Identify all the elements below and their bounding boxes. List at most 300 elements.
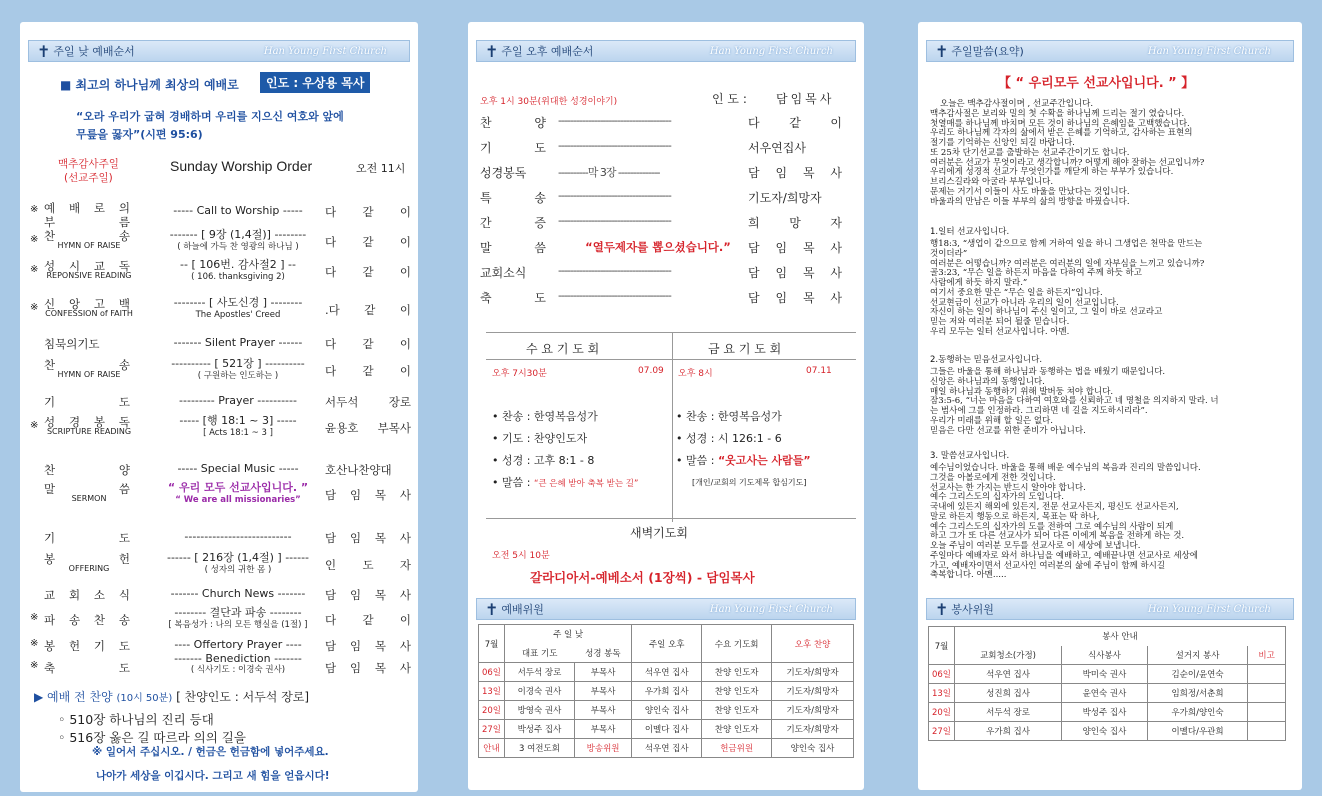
sermon-line: 우리 모두는 일터 선교사입니다. 아멘. — [930, 326, 1070, 337]
order-detail-main: -------- [ 사도신경 ] -------- — [173, 296, 303, 309]
order-detail: -------------------------------------- — [558, 264, 671, 277]
wed-item: • 찬송 : 한영복음성가 — [492, 410, 598, 423]
table-header: 주 일 낮 — [505, 625, 632, 644]
order-detail-sub: ( 하늘에 가득 찬 영광의 하나님 ) — [177, 242, 299, 252]
standing-marker: ※ — [30, 234, 39, 245]
pre-worship-time: (10시 50분) — [116, 693, 173, 704]
order-person: .다 같 이 — [325, 303, 411, 317]
table-cell: 부목사 — [574, 720, 631, 739]
order-detail — [132, 204, 344, 217]
order-person: 다 같 이 — [748, 116, 842, 130]
fri-time: 오후 8시 — [678, 369, 713, 379]
order-person: 담 임 목 사 — [748, 166, 842, 180]
sermon-line: 것이더라” — [930, 248, 968, 259]
order-label: 기 도 — [44, 395, 130, 409]
sermon-title: 【 “ 우리모두 선교사입니다. ” 】 — [998, 76, 1195, 91]
table-header: 수요 기도회 — [702, 625, 772, 663]
table-cell: 3 여전도회 — [505, 739, 575, 758]
sermon-line: 오늘은 맥추감사절이며 , 선교주간입니다. — [940, 99, 1094, 109]
wed-items — [492, 406, 638, 495]
order-detail-main: ---- Offertory Prayer ---- — [174, 638, 302, 651]
order-label: 봉 헌 기 도 — [44, 639, 130, 653]
sermon-line: 매일 하나님과 동행하기 위해 발버둥 쳐야 합니다. — [930, 386, 1114, 397]
afternoon-order-item — [480, 164, 842, 184]
order-person: 담 임 목 사 — [748, 241, 842, 255]
table-cell: 찬양 인도자 — [702, 701, 772, 720]
order-detail — [132, 638, 344, 651]
order-person: 호산나찬양대 — [325, 463, 392, 477]
sermon-line: 그것을 아볼로에게 전한 것입니다. — [930, 472, 1056, 483]
sermon-line: 선교현금이 선교가 아니라 우리의 일이 선교입니다. — [930, 297, 1119, 308]
table-row — [929, 703, 1286, 722]
order-person: 다 같 이 — [325, 337, 411, 351]
order-label: 찬 송 — [44, 358, 130, 372]
order-detail-main: ----- [행 18:1 ~ 3] ----- — [179, 414, 297, 427]
church-name: Han Young First Church — [1147, 45, 1271, 57]
order-label: 성 시 교 독 — [44, 259, 130, 273]
order-detail-sub: [ Acts 18:1 ~ 3 ] — [203, 428, 273, 438]
table-cell: 성진희 집사 — [955, 684, 1062, 703]
table-cell: 13일 — [479, 682, 505, 701]
table-row — [929, 722, 1286, 741]
sermon-line: 국내에 있든지 해외에 있든지, 전문 선교사든지, 평신도 선교사든지, — [930, 502, 1179, 513]
table-row — [479, 701, 854, 720]
service-subtitle-1: 맥추감사주일 — [58, 158, 119, 170]
table-cell: 부목사 — [574, 663, 631, 682]
order-detail — [132, 336, 344, 349]
sermon-intro — [930, 100, 1296, 207]
table-month: 7월 — [929, 627, 955, 665]
table-row — [479, 720, 854, 739]
fri-date: 07.11 — [806, 366, 832, 376]
order-detail — [132, 394, 344, 407]
order-detail-main: ------- Benediction ------- — [174, 652, 302, 665]
order-person: 인 도 자 — [325, 558, 411, 572]
afternoon-order-item — [480, 139, 842, 159]
service-time: 오전 11시 — [356, 162, 406, 175]
order-detail — [132, 412, 344, 438]
fri-note: [개인/교회의 기도제목 합심기도] — [692, 478, 807, 487]
table-cell: 양인숙 집사 — [632, 701, 702, 720]
table-cell: 13일 — [929, 684, 955, 703]
sermon-line: 첫열매를 하나님께 바치며 모든 것이 하나님의 은혜임을 고백했습니다. — [930, 118, 1190, 129]
wed-sermon — [492, 472, 638, 495]
order-detail-sub: ( 구원하는 인도하는 ) — [197, 371, 279, 381]
table-cell: 우가희/양인숙 — [1147, 703, 1247, 722]
order-label: 기 도 — [480, 141, 546, 155]
sermon-line: 축복합니다. 아멘..... — [930, 570, 1007, 581]
table-cell — [1248, 722, 1286, 741]
bar-title: 주일말씀(요약) — [951, 45, 1024, 58]
table-row — [479, 682, 854, 701]
church-name: Han Young First Church — [1147, 603, 1271, 615]
table-cell: 기도자/희망자 — [772, 682, 854, 701]
cross-icon: ✝ — [485, 41, 499, 61]
order-person: 다 같 이 — [325, 235, 411, 249]
wed-time: 오후 7시30분 — [492, 369, 547, 379]
sermon-line: 우리에게 성경적 선교가 무엇인가를 깨닫게 하는 부부가 있습니다. — [930, 167, 1174, 178]
table-cell — [1248, 703, 1286, 722]
table-cell: 석우연 집사 — [632, 739, 702, 758]
sermon-line: 사람에게 하듯 하지 말라.” — [930, 278, 1028, 289]
sermon-line: 오늘 주님이 여러분 모두를 선교사로 이 세상에 보냅니다. — [930, 541, 1141, 552]
table-cell: 우가희 집사 — [632, 682, 702, 701]
order-detail-sub: [ 복음성가 : 나의 모든 행실을 (1절) ] — [168, 620, 308, 630]
footer-motto: 나아가 세상을 이깁시다. 그리고 새 힘을 얻읍시다! — [96, 770, 330, 782]
table-cell: 기도자/희망자 — [772, 720, 854, 739]
standing-marker: ※ — [30, 420, 39, 431]
table-cell: 석우연 집사 — [632, 663, 702, 682]
order-detail — [132, 652, 344, 675]
order-label: 축 도 — [480, 291, 546, 305]
table-cell: 찬양 인도자 — [702, 720, 772, 739]
afternoon-header-bar — [476, 40, 856, 62]
section-1-title: 1.일터 선교사입니다. — [930, 227, 1010, 237]
hymn-516: ◦ 516장 옳은 길 따르라 의의 길을 — [58, 730, 246, 745]
sermon-line: 는 범사에 그를 인정하라. 그리하면 네 길을 지도하시리라”. — [930, 406, 1148, 417]
table-cell: 안내 — [479, 739, 505, 758]
table-cell: 부목사 — [574, 682, 631, 701]
standing-notice: ※ 일어서 주십시오. / 헌금은 헌금함에 넣어주세요. — [92, 746, 329, 758]
standing-marker: ※ — [30, 660, 39, 671]
table-header: 봉사 안내 — [955, 627, 1286, 646]
standing-marker: ※ — [30, 302, 39, 313]
order-label: 봉 헌 — [44, 552, 130, 566]
sermon-line: 예수 그리스도의 십자가의 도입니다. — [930, 492, 1064, 503]
sermon-line: 문제는 거기서 이들이 사도 바울을 만났다는 것입니다. — [930, 186, 1130, 197]
bar-title: 주일 낮 예배순서 — [53, 45, 135, 58]
service-committee-rows — [929, 665, 1286, 741]
section-2-body — [930, 368, 1296, 436]
afternoon-order-item — [480, 239, 842, 259]
table-cell: 박성주 집사 — [1062, 703, 1148, 722]
order-label: 신 앙 고 백 — [44, 297, 130, 311]
sermon-line: 골3:23, “무슨 일을 하든지 마음을 다하여 주께 하듯 하고 — [930, 268, 1142, 279]
afternoon-order-item — [480, 264, 842, 284]
order-person: 다 같 이 — [325, 364, 411, 378]
table-subheader: 교회청소(가정) — [955, 646, 1062, 665]
order-person: 담 임 목 사 — [325, 661, 411, 675]
table-cell: 양인숙 집사 — [1062, 722, 1148, 741]
sermon-line: 우리가 미래를 위해 할 일은 없다. — [930, 415, 1053, 426]
divider — [486, 332, 856, 333]
leader-badge: 인도 : 우상용 목사 — [260, 72, 370, 93]
order-label-english: CONFESSION of FAITH — [45, 309, 133, 318]
order-label-english: REPONSIVE READING — [46, 271, 132, 280]
table-cell: 찬양 인도자 — [702, 663, 772, 682]
order-person: 담 임 목 사 — [748, 291, 842, 305]
afternoon-leader-label: 인 도 : — [712, 92, 747, 106]
worship-heading: ■ 최고의 하나님께 최상의 예배로 — [60, 78, 239, 92]
fri-sermon — [676, 450, 811, 472]
wed-item: • 성경 : 고후 8:1 - 8 — [492, 454, 595, 467]
order-detail: -------------------------------------- — [558, 139, 671, 152]
order-person: 담 임 목 사 — [325, 488, 411, 502]
sermon-line: 가고, 예배자이면서 선교사인 여러분의 삶에 주님이 함께 하시길 — [930, 560, 1166, 571]
order-detail — [132, 530, 344, 543]
order-label: 부 름 — [44, 215, 130, 229]
order-detail-main: -------- 결단과 파송 -------- — [174, 606, 302, 619]
church-name: Han Young First Church — [709, 45, 833, 57]
order-label-english: OFFERING — [68, 564, 110, 573]
order-detail-sub: “ We are all missionaries” — [175, 495, 301, 505]
service-subtitle-2: (선교주일) — [64, 172, 113, 184]
table-cell — [1248, 665, 1286, 684]
worship-committee-rows — [479, 663, 854, 758]
table-cell: 이멜다/우관희 — [1147, 722, 1247, 741]
bar-title: 주일 오후 예배순서 — [501, 45, 594, 58]
sunday-worship-header-bar — [28, 40, 410, 62]
sermon-line: 믿는 저와 여러분 되어 될줄 믿습니다. — [930, 317, 1070, 328]
order-item — [20, 296, 418, 322]
divider — [672, 332, 673, 522]
cross-icon: ✝ — [935, 41, 949, 61]
table-cell: 이멜다 집사 — [632, 720, 702, 739]
table-cell — [1248, 684, 1286, 703]
order-detail-main: ---------- [ 521장 ] ---------- — [171, 357, 305, 370]
order-item — [20, 551, 418, 577]
order-detail: -------------------------------------- — [558, 214, 671, 227]
cross-icon: ✝ — [935, 599, 949, 619]
table-row — [929, 684, 1286, 703]
order-label: 축 도 — [44, 661, 130, 675]
wed-sermon-label: • 말씀 : — [492, 476, 531, 489]
order-label: 특 송 — [480, 191, 546, 205]
table-cell: 이경숙 권사 — [505, 682, 575, 701]
table-cell: 06일 — [929, 665, 955, 684]
divider — [486, 518, 856, 519]
church-name: Han Young First Church — [709, 603, 833, 615]
order-detail-main: ----- Special Music ----- — [177, 462, 299, 475]
order-label: 기 도 — [44, 531, 130, 545]
order-detail: -------------------------------------- — [558, 189, 671, 202]
table-subheader: 설거지 봉사 — [1147, 646, 1247, 665]
order-detail-main: ------- Silent Prayer ------ — [173, 336, 303, 349]
order-detail-main: ----- Call to Worship ----- — [173, 204, 303, 217]
sermon-line: 잠3:5-6, “너는 마음을 다하여 여호와를 신뢰하고 네 명철을 의지하지 말라. 너 — [930, 396, 1219, 407]
order-person: 담 임 목 사 — [325, 531, 411, 545]
verse-line-2: 무릎을 꿇자”(시편 95:6) — [76, 128, 203, 141]
sermon-line: 자신이 하는 일이 하나님이 주신 일이고, 그 일이 바로 선교라고 — [930, 307, 1163, 318]
order-item — [20, 414, 418, 440]
standing-marker: ※ — [30, 638, 39, 649]
divider — [486, 359, 856, 360]
order-detail — [132, 355, 344, 381]
table-cell: 27일 — [929, 722, 955, 741]
cross-icon: ✝ — [485, 599, 499, 619]
order-person: 담 임 목 사 — [325, 639, 411, 653]
afternoon-order-item — [480, 189, 842, 209]
order-item — [20, 481, 418, 507]
order-person: 담 임 목 사 — [325, 588, 411, 602]
order-title: Sunday Worship Order — [170, 158, 313, 174]
order-detail — [132, 549, 344, 575]
table-cell: 기도자/희망자 — [772, 701, 854, 720]
order-label: 간 증 — [480, 216, 546, 230]
order-detail: -------------------------------------- — [558, 289, 671, 302]
order-detail — [132, 587, 344, 600]
section-3-body — [930, 464, 1296, 581]
order-label: 찬 송 — [44, 229, 130, 243]
service-committee-bar — [926, 598, 1294, 620]
sermon-line: 여러분은 선교가 무엇이라고 생각합니까? 어떻게 해야 잘하는 선교입니까? — [930, 157, 1205, 168]
order-label-english: SERMON — [71, 494, 107, 503]
sermon-line: 우리도 하나님께 각자의 삶에서 받은 은혜를 기억하고, 감사하는 표현의 — [930, 128, 1193, 139]
order-detail-main: ------- Church News ------- — [170, 587, 306, 600]
order-person: 담 임 목 사 — [748, 266, 842, 280]
order-label: 예 배 로 의 — [44, 201, 130, 215]
table-header: 오후 찬양 — [772, 625, 854, 663]
order-person: 다 같 이 — [325, 613, 411, 627]
table-cell: 20일 — [479, 701, 505, 720]
wed-sermon-title: “큰 은혜 받아 축복 받는 길” — [533, 479, 639, 489]
order-person: 기도자/희망자 — [748, 191, 822, 205]
order-detail-main: ------- [ 9장 (1,4절)] -------- — [169, 228, 307, 241]
dawn-reading: 갈라디아서-예베소서 (1장씩) - 담임목사 — [530, 570, 755, 585]
dawn-title: 새벽기도회 — [630, 526, 688, 540]
section-2-title: 2.동행하는 믿음선교사입니다. — [930, 355, 1043, 365]
sermon-line: 선교사는 한 가지는 반드시 알아야 합니다. — [930, 482, 1086, 493]
sermon-line: 맥추감사절은 보리와 밀의 첫 수확을 하나님께 드리는 절기 였습니다. — [930, 108, 1185, 119]
table-cell: 서두석 장로 — [505, 663, 575, 682]
table-cell: 20일 — [929, 703, 955, 722]
order-item — [20, 530, 418, 550]
order-detail-sub: ( 성자의 귀한 몸 ) — [204, 565, 272, 575]
section-3-title: 3. 말씀선교사입니다. — [930, 451, 1010, 461]
sermon-line: 예수 그리스도의 십자가의 도를 전하여 그로 예수님의 사람이 되게 — [930, 521, 1174, 532]
order-label: 말 씀 — [480, 241, 546, 255]
fri-title: 금 요 기 도 회 — [708, 342, 782, 356]
afternoon-order-item — [480, 214, 842, 234]
afternoon-order-item — [480, 114, 842, 134]
table-cell: 박미숙 권사 — [1062, 665, 1148, 684]
order-detail-main: --------------------------- — [184, 530, 292, 543]
table-cell: 27일 — [479, 720, 505, 739]
sermon-line: 행18:3, “생업이 같으므로 함께 거하여 일을 하니 그생업은 천막을 만드는 — [930, 239, 1203, 249]
table-cell: 방송위원 — [574, 739, 631, 758]
standing-marker: ※ — [30, 612, 39, 623]
bar-title: 예배위원 — [501, 603, 544, 616]
order-detail — [132, 462, 344, 475]
order-item — [20, 258, 418, 284]
order-detail-main: “ 우리 모두 선교사입니다. ” — [167, 481, 309, 494]
fri-item: • 찬송 : 한영복음성가 — [676, 410, 782, 423]
order-item — [20, 652, 418, 680]
wed-date: 07.09 — [638, 366, 664, 376]
fri-sermon-title: “웃고사는 사람들” — [717, 454, 811, 467]
order-label: 파 송 찬 송 — [44, 613, 130, 627]
pre-worship-title — [34, 688, 309, 705]
table-cell: 방영숙 권사 — [505, 701, 575, 720]
table-cell: 박성주 집사 — [505, 720, 575, 739]
order-detail: ----------막 3장 -------------- — [558, 166, 660, 179]
table-subheader: 식사봉사 — [1062, 646, 1148, 665]
table-cell: 헌금위원 — [702, 739, 772, 758]
table-subheader: 대표 기도 — [505, 644, 575, 663]
wed-item: • 기도 : 찬양인도자 — [492, 432, 588, 445]
fri-items — [676, 406, 811, 494]
sermon-line: 예수님이었습니다. 바울을 통해 배운 예수님의 복음과 진리의 말씀입니다. — [930, 463, 1201, 473]
table-cell: 06일 — [479, 663, 505, 682]
standing-marker: ※ — [30, 204, 39, 215]
order-detail: “열두제자를 뽑으셨습니다.” — [585, 240, 731, 254]
sermon-line: 주일마다 예배자로 와서 하나님을 예배하고, 예배끝나면 선교사로 세상에 — [930, 550, 1198, 561]
church-name: Han Young First Church — [263, 45, 387, 57]
order-item — [20, 201, 418, 229]
hymn-510: ◦ 510장 하나님의 진리 등대 — [58, 712, 214, 727]
cross-icon: ✝ — [37, 41, 51, 61]
worship-committee-bar — [476, 598, 856, 620]
order-label: 침묵의기도 — [44, 337, 100, 351]
order-label: 교 회 소 식 — [44, 588, 130, 602]
table-month: 7월 — [479, 625, 505, 663]
afternoon-worship-panel — [468, 22, 864, 790]
order-label-english: SCRIPTURE READING — [46, 427, 132, 436]
order-detail — [132, 226, 344, 252]
order-label: 성 경 봉 독 — [44, 415, 130, 429]
standing-marker: ※ — [30, 264, 39, 275]
order-item — [20, 357, 418, 383]
order-person: 다 같 이 — [325, 265, 411, 279]
sermon-summary-panel — [918, 22, 1302, 790]
table-cell: 우가희 집사 — [955, 722, 1062, 741]
table-cell: 윤연숙 권사 — [1062, 684, 1148, 703]
table-row — [479, 739, 854, 758]
table-subheader: 비고 — [1248, 646, 1286, 665]
sermon-line: 하고 그가 또 다른 선교사가 되어 다른 이에게 복음을 전하게 하는 것. — [930, 531, 1185, 542]
sermon-line: 말로 하든지 행동으로 하든지, 목표는 딱 하나, — [930, 511, 1100, 522]
table-row — [479, 663, 854, 682]
order-detail-sub: ( 106. thanksgiving 2) — [191, 272, 285, 282]
sermon-header-bar — [926, 40, 1294, 62]
table-cell: 서두석 장로 — [955, 703, 1062, 722]
table-cell: 석우연 집사 — [955, 665, 1062, 684]
order-person: 서우연집사 — [748, 141, 806, 155]
sermon-line: 바울과의 만남은 이들 부부의 삶의 방향을 바꿨습니다. — [930, 196, 1130, 207]
order-detail — [132, 294, 344, 320]
order-person: 윤용호 부목사 — [325, 421, 411, 435]
sermon-line: 절기를 기억하는 신앙인 되길 바랍니다. — [930, 138, 1075, 149]
order-detail — [132, 604, 344, 630]
sermon-line: 브리스길라와 아굴라 부부입니다. — [930, 177, 1054, 188]
service-committee-table — [928, 626, 1286, 741]
order-detail — [132, 256, 344, 282]
bar-title: 봉사위원 — [951, 603, 994, 616]
table-row — [929, 665, 1286, 684]
order-item — [20, 394, 418, 414]
order-label: 말 씀 — [44, 482, 130, 496]
order-label-english: HYMN OF RAISE — [57, 241, 121, 250]
table-header: 주일 오후 — [632, 625, 702, 663]
table-cell: 기도자/희망자 — [772, 663, 854, 682]
table-cell: 임희정/서춘희 — [1147, 684, 1247, 703]
fri-item: • 성경 : 시 126:1 - 6 — [676, 432, 782, 445]
wed-title: 수 요 기 도 회 — [526, 342, 600, 356]
order-detail-sub: ( 식사기도 : 이경숙 권사) — [190, 665, 286, 675]
dawn-time: 오전 5시 10분 — [492, 551, 550, 561]
afternoon-time: 오후 1시 30분(위대한 성경이야기) — [480, 97, 618, 107]
order-detail: -------------------------------------- — [558, 114, 671, 127]
sermon-line: 여기서 중요한 말은 “무슨 일을 하든지”입니다. — [930, 287, 1103, 298]
order-label-english: HYMN OF RAISE — [57, 370, 121, 379]
sermon-line: 믿음은 다만 선교를 위한 준비가 아닙니다. — [930, 425, 1086, 436]
pre-worship-leader: [ 찬양인도 : 서두석 장로] — [176, 690, 310, 704]
order-person: 서두석 장로 — [325, 395, 411, 409]
sermon-line: 신앙은 하나님과의 동행입니다. — [930, 376, 1045, 387]
order-label: 교회소식 — [480, 266, 527, 280]
order-detail-sub: The Apostles' Creed — [195, 310, 281, 320]
table-subheader: 성경 봉독 — [574, 644, 631, 663]
